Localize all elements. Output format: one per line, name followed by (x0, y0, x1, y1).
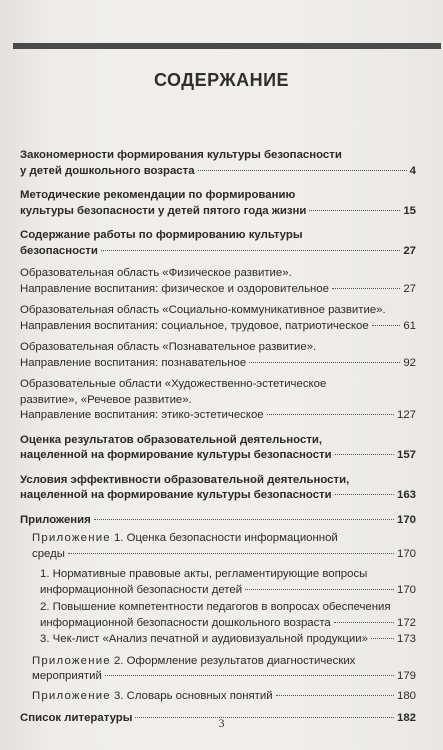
leader-dots (334, 622, 394, 623)
toc-entry-line: Приложение 3. Словарь основных понятий (32, 689, 273, 702)
toc-entry-line: Образовательные области «Художественно-эстетическое (20, 378, 327, 390)
toc-entry-line: у детей дошкольного возраста (20, 164, 195, 177)
toc-entry-line: Приложение 2. Оформление результатов диагностических (32, 654, 356, 667)
toc-entry[interactable] (40, 600, 416, 631)
toc-entry-line: среды (32, 547, 65, 560)
toc-entry-line: Образовательная область «Физическое развитие». (20, 267, 292, 279)
toc-entry[interactable] (40, 632, 416, 648)
toc-entry-line: информационной безопасности дошкольного возраста (40, 616, 331, 629)
toc-entry-line: Оценка результатов образовательной деятельности, (20, 433, 323, 446)
toc-entry-line: безопасности (20, 244, 98, 257)
toc-entry[interactable] (20, 228, 416, 259)
toc-entry-line: Закономерности формирования культуры безопасности (20, 149, 342, 161)
leader-dots (105, 675, 394, 676)
toc-entry-line: Приложение 1. Оценка безопасности информационной (32, 532, 338, 544)
toc-entry-line: Методические рекомендации по формированию (20, 189, 296, 201)
toc-entry[interactable] (20, 433, 416, 464)
toc-entry-line: нацеленной на формирование культуры безопасности (20, 489, 332, 501)
toc-page-number: 92 (403, 356, 416, 369)
toc-entry-line: Приложения (20, 513, 91, 526)
toc-entry-line: Направление воспитания: этико-эстетическое (20, 409, 264, 421)
leader-dots (372, 325, 401, 326)
toc-entry[interactable] (32, 654, 416, 685)
toc-page-number: 170 (396, 547, 416, 560)
toc-page-number: 15 (403, 204, 416, 217)
toc-entry-line: Направления воспитания: социальное, трудовое, патриотическое (20, 319, 369, 332)
toc-entry-line: Образовательная область «Социально-коммуникативное развитие». (20, 304, 386, 316)
leader-dots (335, 454, 394, 455)
toc-page-number: 179 (396, 670, 416, 682)
toc-entry[interactable] (32, 689, 416, 705)
toc-entry-line: Направление воспитания: познавательное (20, 356, 247, 369)
toc-page-number: 170 (396, 513, 416, 526)
toc-entry-line: культуры безопасности у детей пятого года жизни (20, 204, 307, 217)
toc-entry-line: развитие», «Речевое развитие». (20, 393, 192, 406)
toc-entry-line: Направление воспитания: физическое и оздоровительное (20, 282, 329, 295)
toc-entry-line: 2. Повышение компетентности педагогов в вопросах обеспечения (40, 601, 391, 613)
toc-entry-line: Образовательная область «Познавательное развитие». (20, 341, 317, 353)
toc-page-number: 163 (396, 489, 416, 501)
toc-entry[interactable] (32, 531, 416, 562)
toc-page-number: 182 (396, 712, 416, 724)
toc-entry-line: Содержание работы по формированию культуры (20, 229, 303, 241)
page-title: СОДЕРЖАНИЕ (153, 70, 290, 90)
toc-page-number: 170 (396, 583, 416, 596)
toc-entry[interactable] (20, 340, 416, 371)
leader-dots (335, 494, 394, 495)
leader-dots (245, 589, 394, 590)
header-rule (13, 43, 441, 49)
toc-entry[interactable] (20, 377, 416, 424)
toc-entry[interactable] (20, 266, 416, 297)
leader-dots (276, 695, 394, 696)
toc-page-number: 157 (396, 449, 416, 461)
leader-dots (249, 362, 400, 363)
toc-page-number: 61 (403, 319, 416, 332)
toc-entry[interactable] (20, 188, 416, 219)
toc-entry-line: нацеленной на формирование культуры безопасности (20, 449, 332, 461)
toc-entry-line: Условия эффективности образовательной деятельности, (20, 473, 350, 486)
toc-entry-line: 1. Нормативные правовые акты, регламентирующие вопросы (40, 568, 368, 580)
toc-page-number: 180 (396, 689, 416, 702)
toc-entry-line: 3. Чек-лист «Анализ печатной и аудиовизуальной продукции» (40, 633, 368, 645)
toc-page-number: 4 (409, 164, 416, 177)
toc-entry[interactable] (20, 303, 416, 334)
toc-entry[interactable] (20, 473, 416, 504)
toc-page-number: 172 (396, 616, 416, 629)
toc-page-number: 173 (396, 633, 416, 645)
leader-dots (267, 414, 394, 415)
leader-dots (68, 553, 394, 554)
leader-dots (101, 250, 400, 251)
toc-entry-line: мероприятий (32, 670, 102, 682)
toc-entry-line: Список литературы (20, 712, 133, 724)
leader-dots (371, 638, 394, 639)
leader-dots (332, 288, 400, 289)
toc-page-number: 27 (403, 244, 416, 257)
toc-page-number: 27 (403, 282, 416, 295)
toc-entry[interactable] (20, 148, 416, 179)
toc-entry[interactable] (40, 567, 416, 598)
table-of-contents (20, 148, 416, 727)
toc-entry[interactable] (20, 513, 416, 529)
leader-dots (94, 519, 394, 520)
toc-page-number: 127 (396, 409, 416, 421)
leader-dots (309, 210, 400, 211)
toc-entry-line: информационной безопасности детей (40, 583, 243, 596)
leader-dots (198, 170, 407, 171)
page-number: 3 (218, 716, 225, 730)
